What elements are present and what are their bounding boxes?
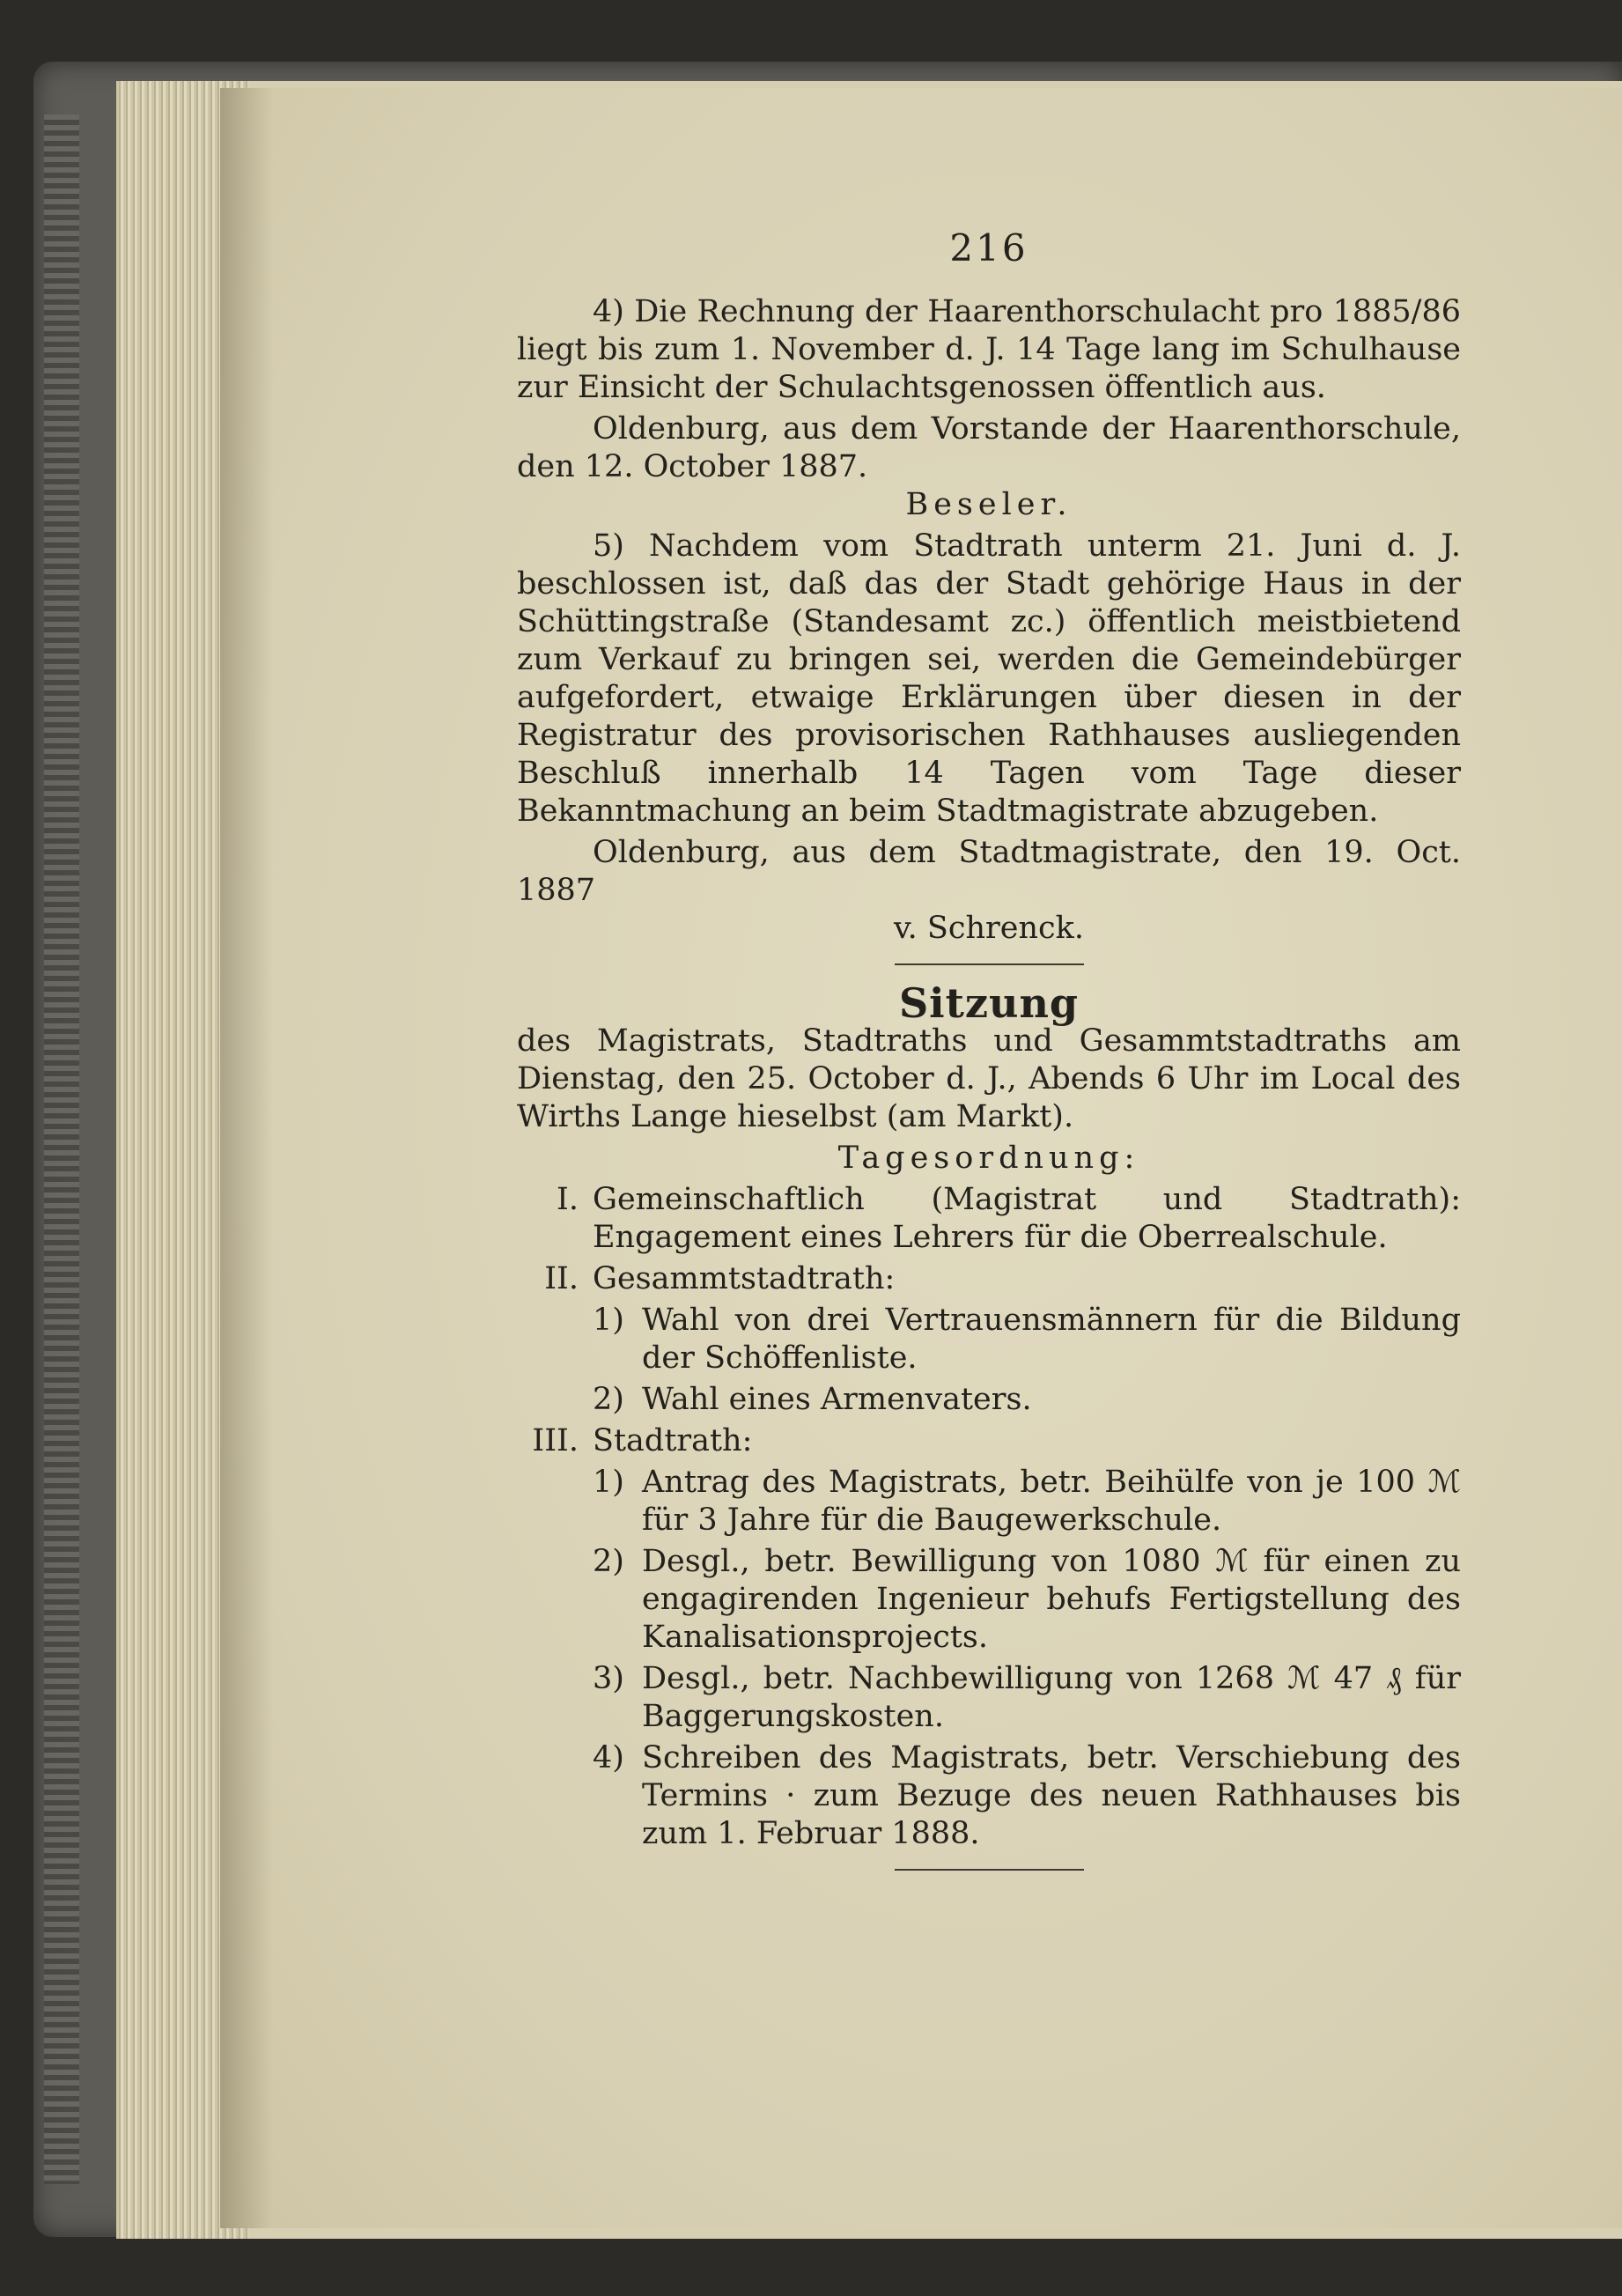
notice-5-text: 5) Nachdem vom Stadtrath unterm 21. Juni d. J. beschlossen ist, daß das der Stadt gehörige Haus in der Schüttingstraße (Standesamt zc.) öffentlich meistbietend zum Verkauf zu bringen sei, werden die Gemeindebürger aufgefordert, etwaige Erklärungen über diesen in der Registratur des provisorischen Rathhauses ausliegenden Beschluß innerhalb 14 Tagen vom Tage dieser Bekanntmachung an beim Stadtmagistrate abzugeben. (517, 528, 1461, 829)
agenda-subitem-number: 1) (593, 1303, 624, 1338)
agenda-subitem-number: 3) (593, 1661, 624, 1696)
agenda-item-text: Gesammtstadtrath: (593, 1261, 896, 1296)
agenda-subitem-text: Wahl eines Armenvaters. (642, 1382, 1032, 1417)
agenda-subitem-number: 4) (593, 1740, 624, 1776)
agenda-subitem-text: Schreiben des Magistrats, betr. Verschiebung des Termins · zum Bezuge des neuen Rathhauses bis zum 1. Februar 1888. (642, 1740, 1461, 1851)
agenda-item-text: Gemeinschaftlich (Magistrat und Stadtrath): Engagement eines Lehrers für die Oberrealschule. (593, 1182, 1461, 1255)
agenda-subitem (517, 1660, 1461, 1736)
agenda-subitem (517, 1543, 1461, 1657)
agenda-item (517, 1181, 1461, 1257)
agenda-subitem (517, 1739, 1461, 1853)
agenda-subitem-text: Desgl., betr. Bewilligung von 1080 ℳ für einen zu engagirenden Ingenieur behufs Fertigstellung des Kanalisationsprojects. (642, 1544, 1461, 1655)
agenda-subitem (517, 1464, 1461, 1539)
page-number: 216 (949, 226, 1028, 269)
agenda-item (517, 1260, 1461, 1298)
agenda-subitem-number: 2) (593, 1382, 624, 1417)
agenda-item-number: I. (557, 1182, 579, 1217)
agenda-subitem-number: 2) (593, 1544, 624, 1579)
notice-5-signature: v. Schrenck. (894, 911, 1084, 946)
agenda-subitem (517, 1302, 1461, 1377)
agenda-item-number: III. (532, 1423, 579, 1458)
section-divider (895, 963, 1084, 965)
agenda-title: Tagesordnung: (837, 1141, 1140, 1176)
notice-4-signature: Beseler. (905, 487, 1073, 522)
page-text (517, 220, 1461, 1890)
agenda-item-number: II. (544, 1261, 579, 1296)
cover-spine-edge (44, 114, 79, 2184)
gutter-shadow (220, 88, 273, 2228)
end-divider (895, 1869, 1084, 1871)
agenda-subitem-text: Desgl., betr. Nachbewilligung von 1268 ℳ 47 ₰ für Baggerungskosten. (642, 1661, 1461, 1734)
agenda-subitem-text: Antrag des Magistrats, betr. Beihülfe von je 100 ℳ für 3 Jahre für die Baugewerkschule. (642, 1465, 1461, 1538)
agenda-subitem-text: Wahl von drei Vertrauensmännern für die Bildung der Schöffenliste. (642, 1303, 1461, 1376)
notice-4-text: 4) Die Rechnung der Haarenthorschulacht pro 1885/86 liegt bis zum 1. November d. J. 14 Tage lang im Schulhause zur Einsicht der Schulachtsgenossen öffentlich aus. (517, 294, 1461, 405)
agenda-item (517, 1422, 1461, 1460)
notice-5-place-date: Oldenburg, aus dem Stadtmagistrate, den 19. Oct. 1887 (517, 835, 1461, 908)
agenda-subitem-number: 1) (593, 1465, 624, 1500)
notice-4-place-date: Oldenburg, aus dem Vorstande der Haarenthorschule, den 12. October 1887. (517, 411, 1461, 484)
sitzung-heading: Sitzung (898, 979, 1080, 1027)
agenda-subitem (517, 1381, 1461, 1419)
agenda-item-text: Stadtrath: (593, 1423, 753, 1458)
sitzung-subheading: des Magistrats, Stadtraths und Gesammtstadtraths am Dienstag, den 25. October d. J., Abends 6 Uhr im Local des Wirths Lange hieselbst (am Markt). (517, 1023, 1461, 1134)
